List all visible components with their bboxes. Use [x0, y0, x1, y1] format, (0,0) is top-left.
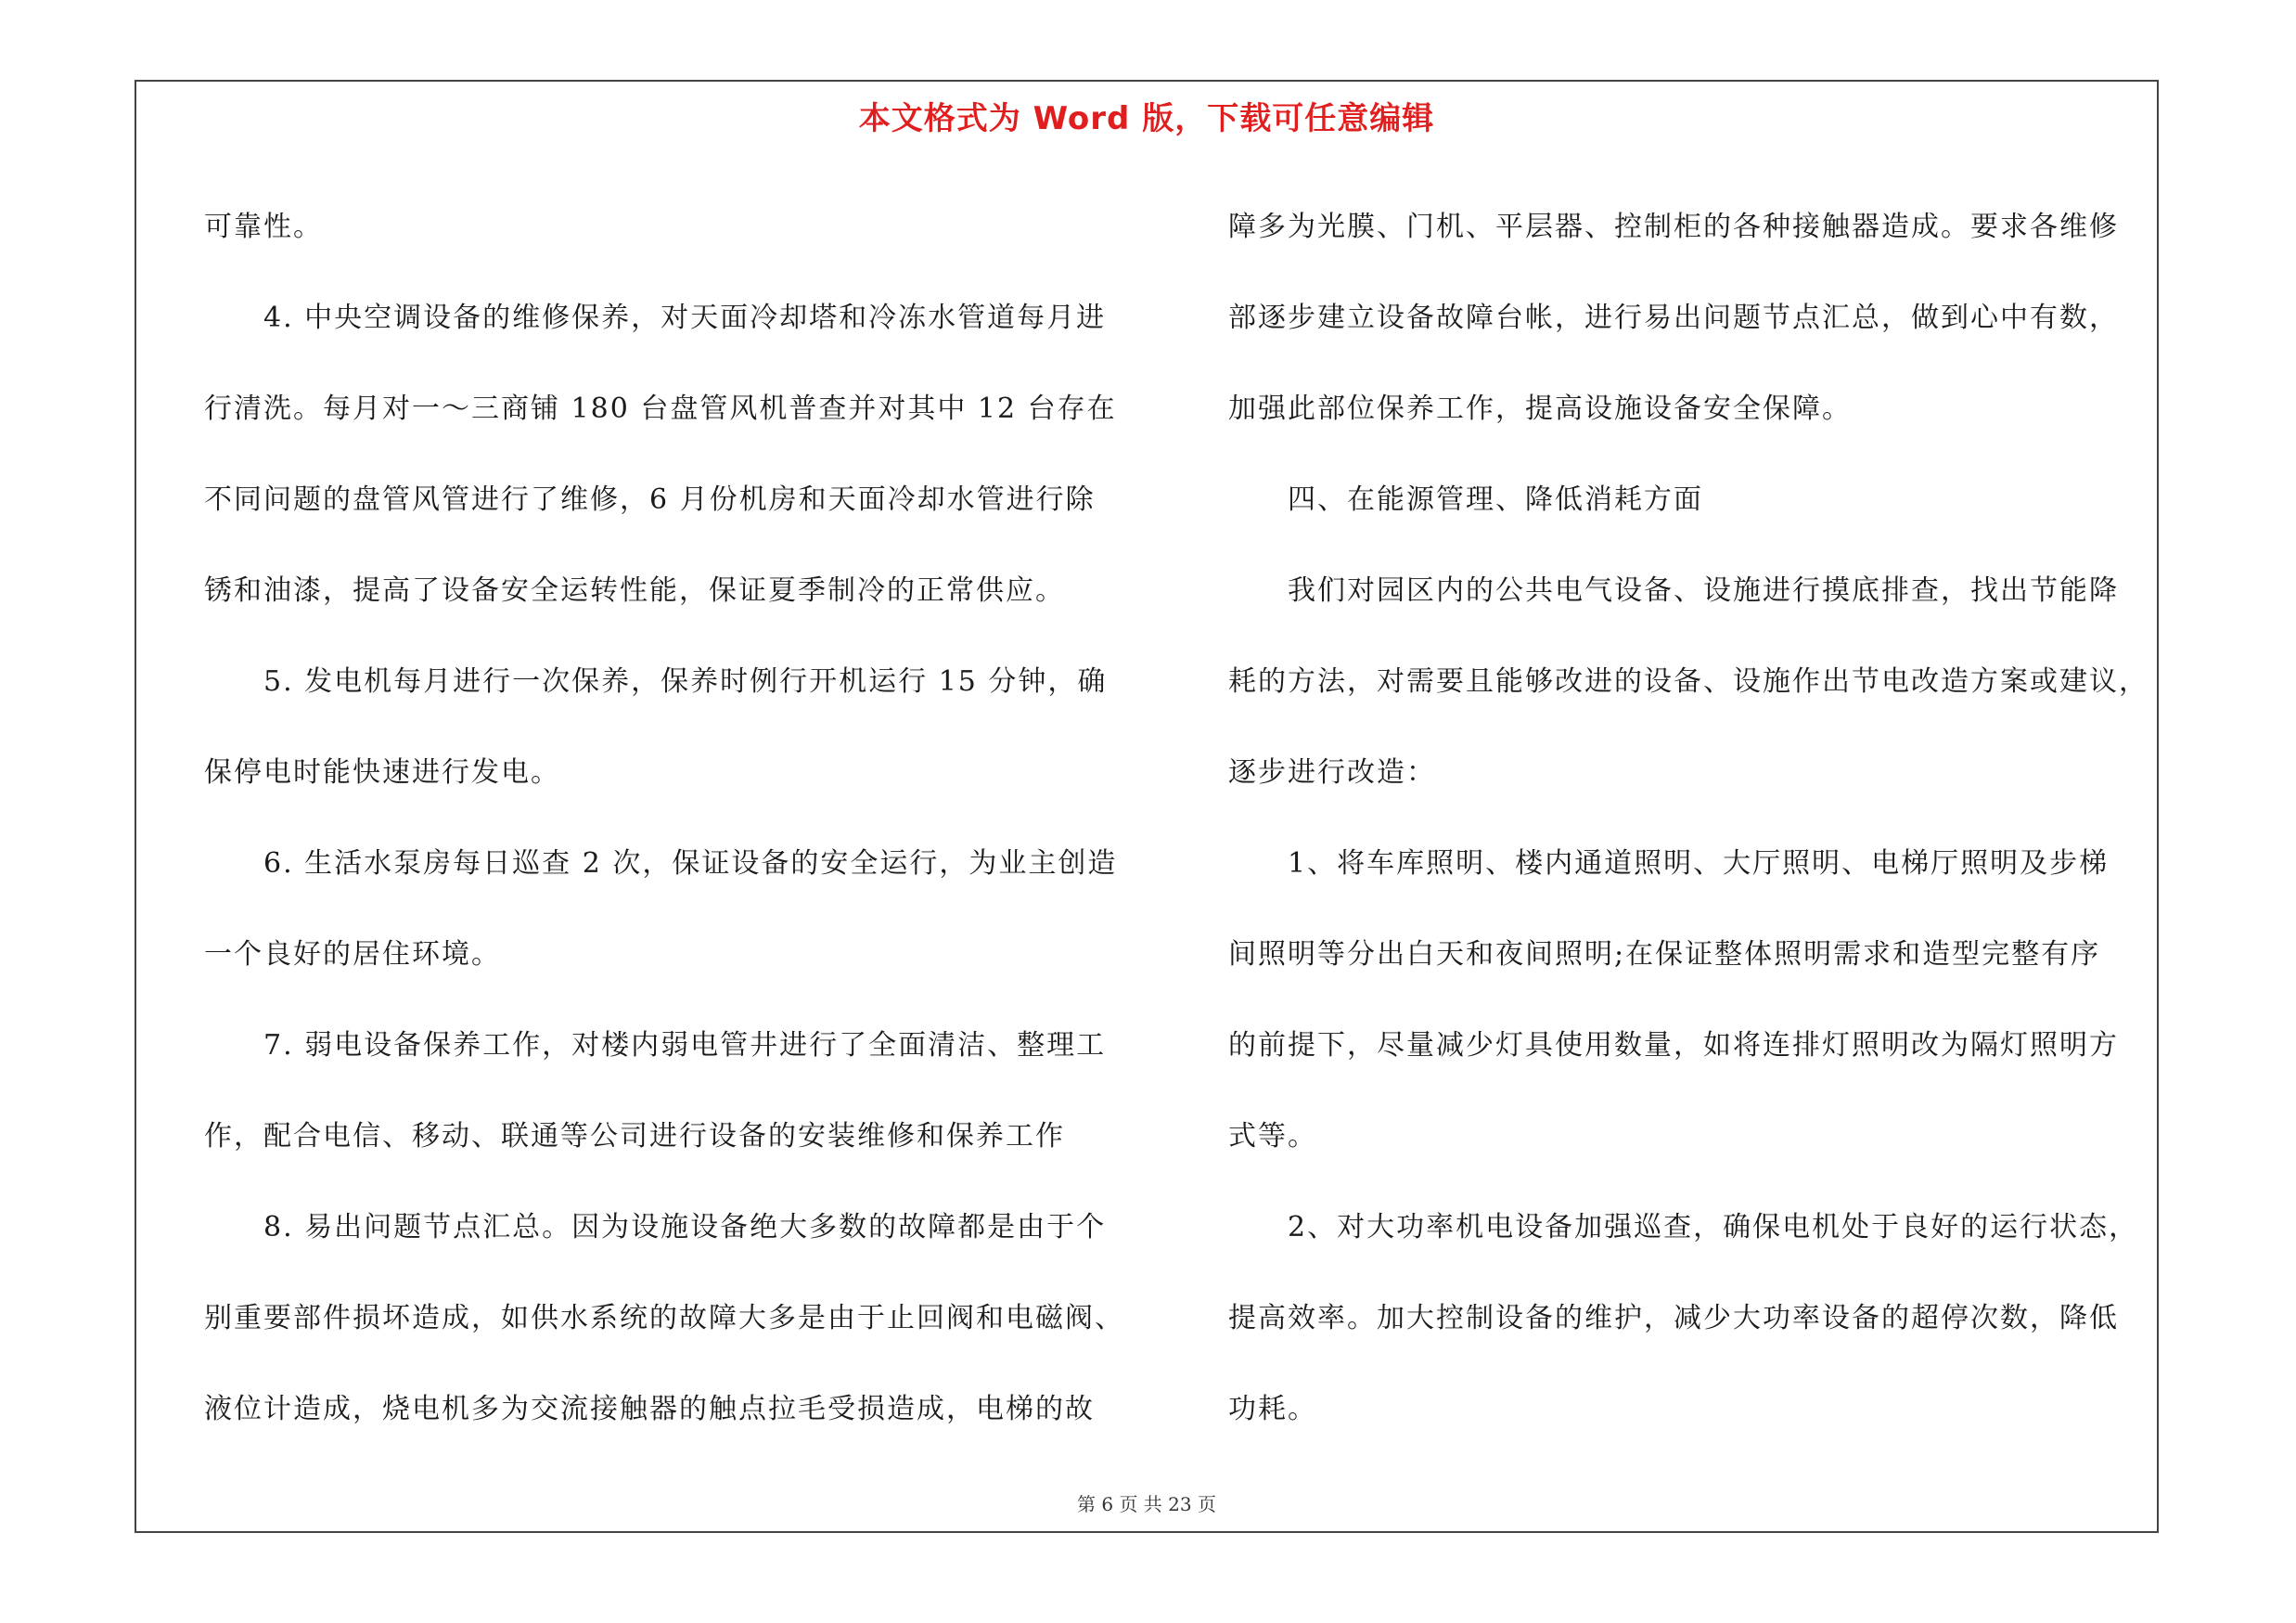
- text-line: 加强此部位保养工作，提高设施设备安全保障。: [1228, 393, 1852, 425]
- text-line: 5. 发电机每月进行一次保养，保养时例行开机运行 15 分钟，确: [204, 665, 1108, 698]
- text-line: 作，配合电信、移动、联通等公司进行设备的安装维修和保养工作: [204, 1120, 1065, 1153]
- text-line: 障多为光膜、门机、平层器、控制柜的各种接触器造成。要求各维修: [1228, 211, 2119, 243]
- text-line: 4. 中央空调设备的维修保养，对天面冷却塔和冷冻水管道每月进: [204, 302, 1107, 334]
- right-text-column: [1228, 182, 2156, 1455]
- page-frame: [135, 80, 2159, 1533]
- text-line: 的前提下，尽量减少灯具使用数量，如将连排灯照明改为隔灯照明方: [1228, 1029, 2119, 1062]
- page-number: 第 6 页 共 23 页: [1077, 1493, 1216, 1515]
- text-line: 7. 弱电设备保养工作，对楼内弱电管井进行了全面清洁、整理工: [204, 1029, 1107, 1062]
- text-line: 保停电时能快速进行发电。: [204, 756, 560, 789]
- text-line: 8. 易出问题节点汇总。因为设施设备绝大多数的故障都是由于个: [204, 1211, 1107, 1243]
- text-line: 锈和油漆，提高了设备安全运转性能，保证夏季制冷的正常供应。: [204, 574, 1065, 607]
- left-text-column: [204, 182, 1132, 1455]
- text-line: 一个良好的居住环境。: [204, 938, 501, 971]
- text-line: 行清洗。每月对一～三商铺 180 台盘管风机普查并对其中 12 台存在: [204, 393, 1117, 425]
- text-line: 逐步进行改造：: [1228, 756, 1436, 789]
- text-line: 6. 生活水泵房每日巡查 2 次，保证设备的安全运行，为业主创造: [204, 847, 1118, 880]
- text-line: 1、将车库照明、楼内通道照明、大厅照明、电梯厅照明及步梯: [1228, 847, 2110, 880]
- text-line: 不同问题的盘管风管进行了维修，6 月份机房和天面冷却水管进行除: [204, 483, 1096, 516]
- editable-format-banner: 本文格式为 Word 版，下载可任意编辑: [858, 100, 1435, 137]
- text-line: 提高效率。加大控制设备的维护，减少大功率设备的超停次数，降低: [1228, 1302, 2119, 1334]
- text-line: 耗的方法，对需要且能够改进的设备、设施作出节电改造方案或建议，: [1228, 665, 2148, 698]
- text-line: 可靠性。: [204, 211, 323, 243]
- section-heading: 四、在能源管理、降低消耗方面: [1228, 483, 1703, 516]
- text-line: 部逐步建立设备故障台帐，进行易出问题节点汇总，做到心中有数，: [1228, 302, 2119, 334]
- text-line: 间照明等分出白天和夜间照明;在保证整体照明需求和造型完整有序: [1228, 938, 2101, 971]
- text-line: 我们对园区内的公共电气设备、设施进行摸底排查，找出节能降: [1228, 574, 2119, 607]
- text-line: 功耗。: [1228, 1393, 1317, 1425]
- text-line: 液位计造成，烧电机多为交流接触器的触点拉毛受损造成，电梯的故: [204, 1393, 1095, 1425]
- text-line: 2、对大功率机电设备加强巡查，确保电机处于良好的运行状态，: [1228, 1211, 2139, 1243]
- text-line: 别重要部件损坏造成，如供水系统的故障大多是由于止回阀和电磁阀、: [204, 1302, 1124, 1334]
- text-line: 式等。: [1228, 1120, 1317, 1153]
